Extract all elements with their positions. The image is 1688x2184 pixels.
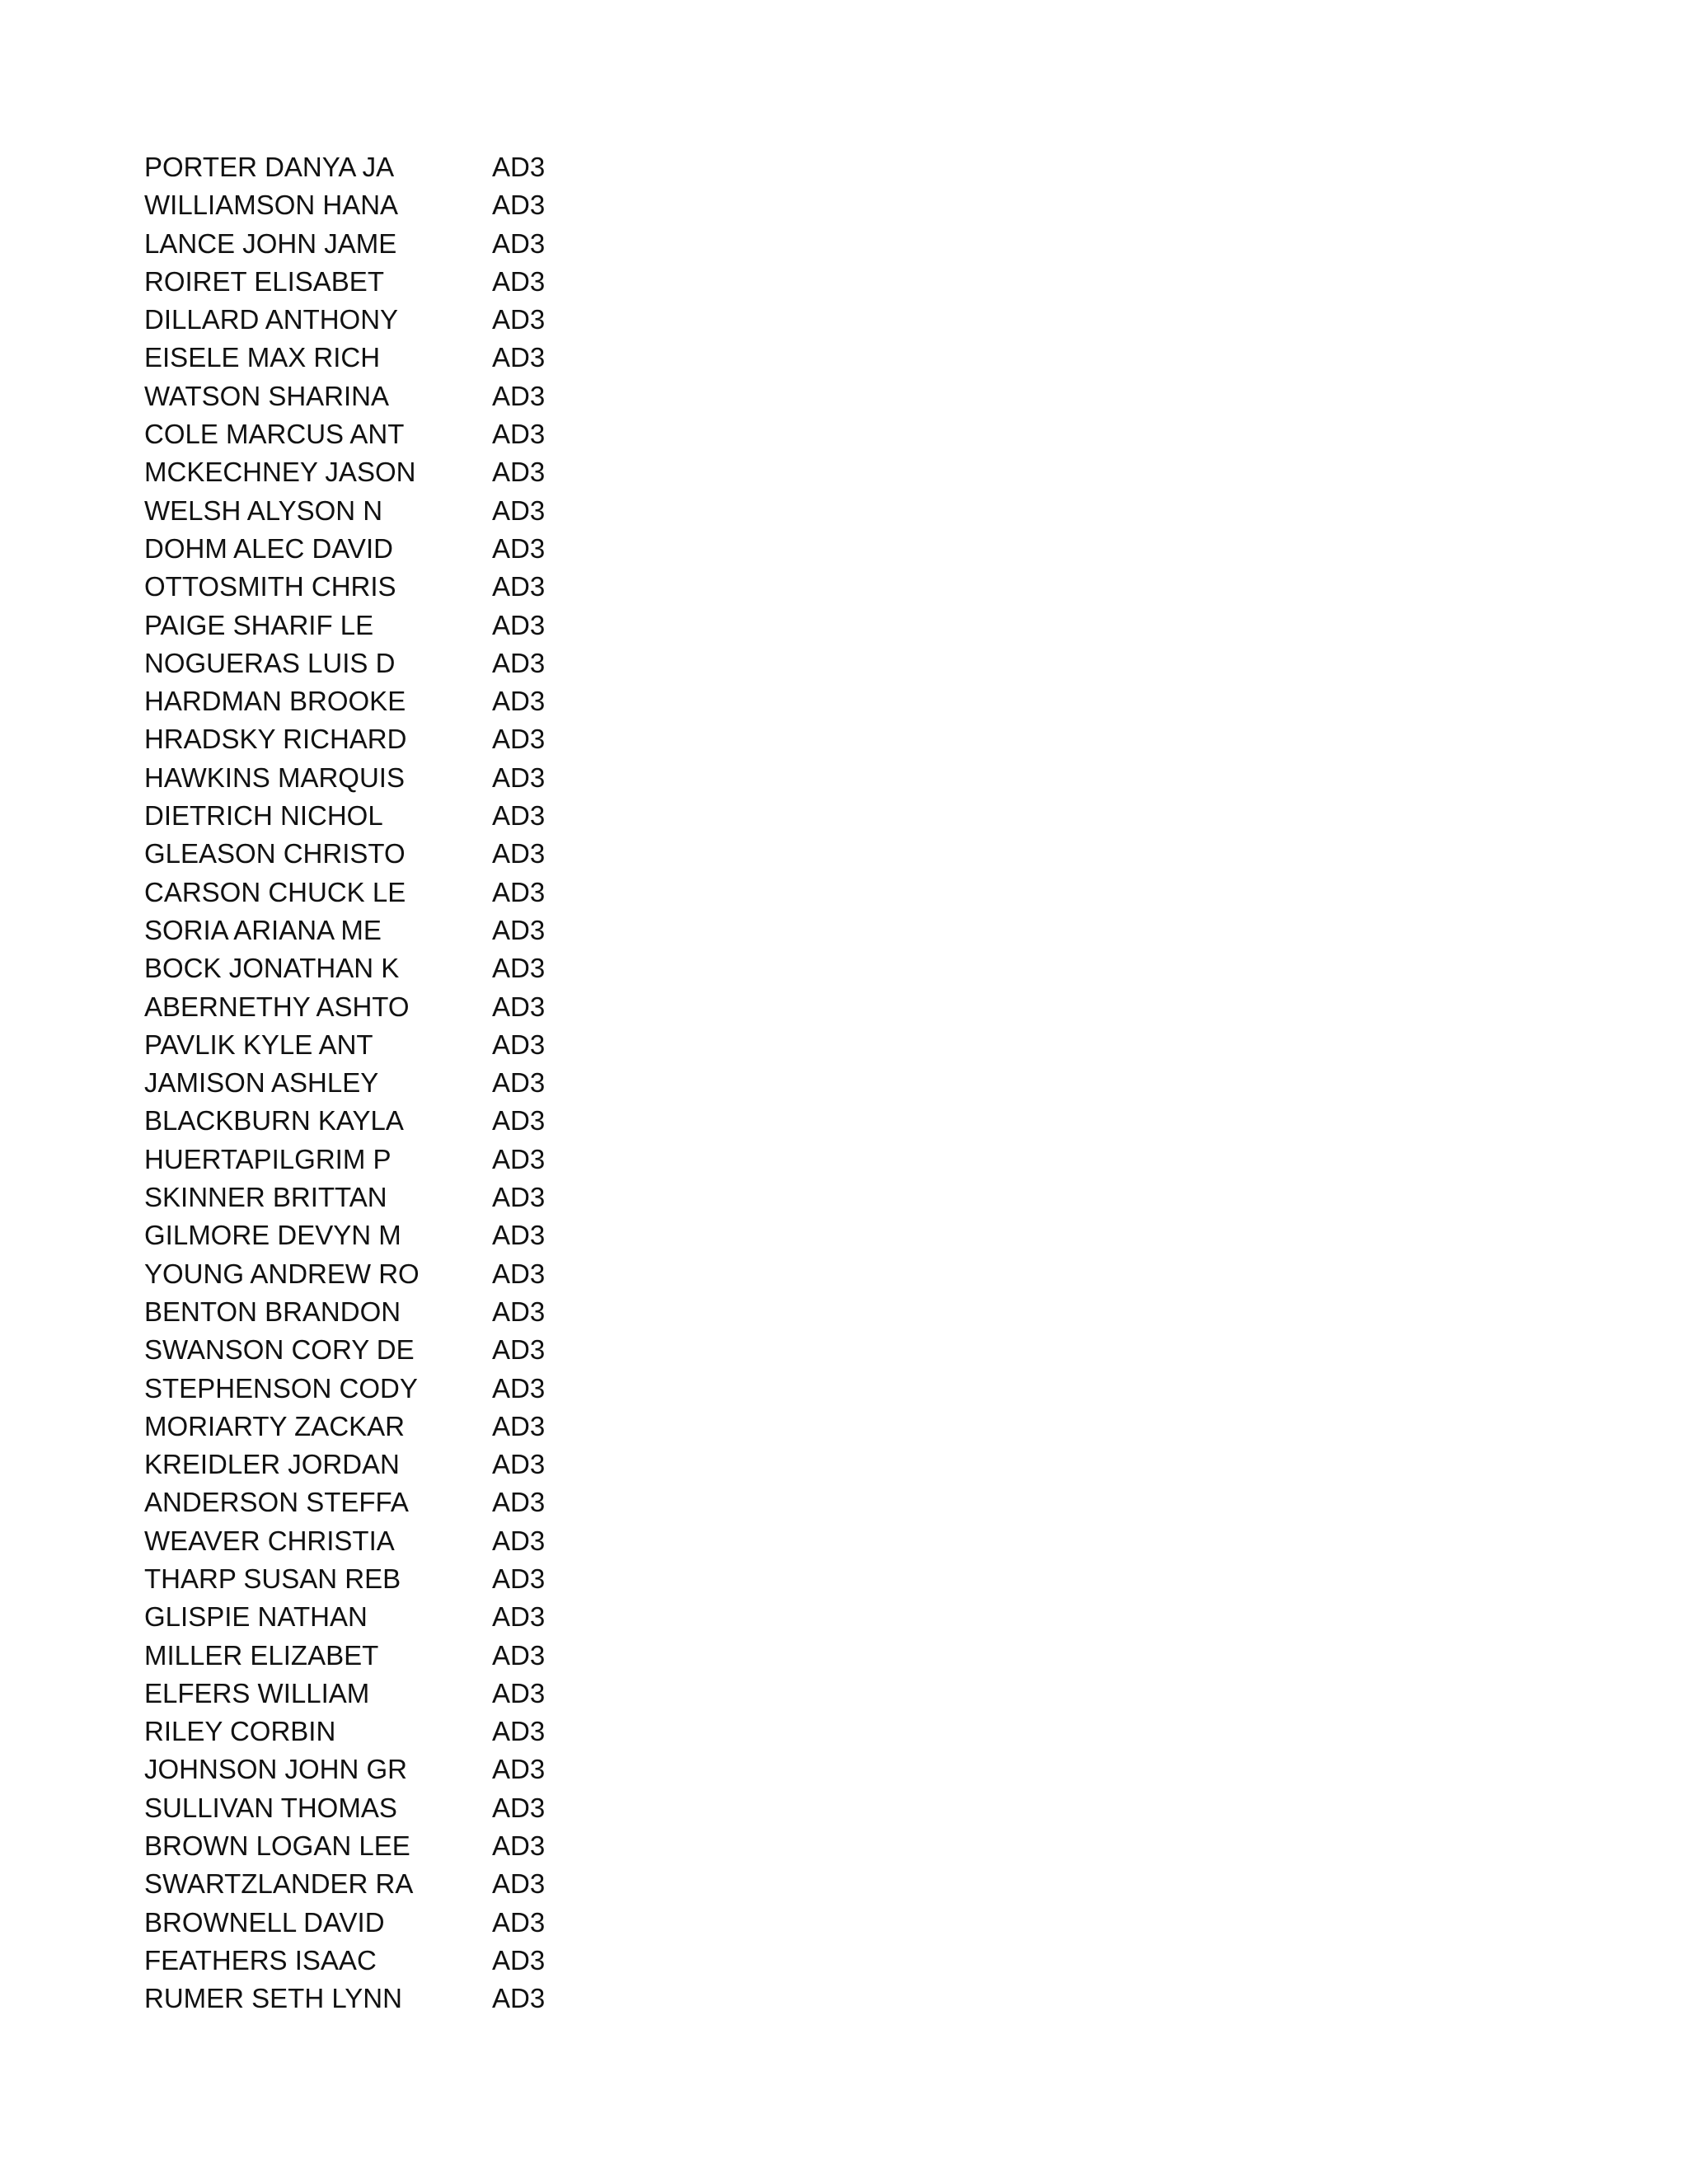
list-item [144, 1522, 639, 1560]
person-name: WEAVER CHRISTIA [144, 1525, 395, 1556]
person-name: SWANSON CORY DE [144, 1334, 415, 1366]
person-name: PORTER DANYA JA [144, 152, 395, 182]
person-name: MILLER ELIZABET [144, 1639, 379, 1671]
list-item [144, 263, 639, 301]
code-value: AD3 [492, 532, 546, 564]
person-name: ELFERS WILLIAM [144, 1677, 370, 1708]
code-value: AD3 [492, 1868, 546, 1900]
list-item [144, 682, 639, 720]
code-value: AD3 [492, 1220, 546, 1251]
list-item [144, 1904, 639, 1942]
person-name: SKINNER BRITTAN [144, 1182, 387, 1213]
list-item [144, 415, 639, 453]
person-name: NOGUERAS LUIS D [144, 647, 396, 678]
code-value: AD3 [492, 1067, 546, 1099]
person-name: KREIDLER JORDAN [144, 1449, 400, 1480]
list-item [144, 1216, 639, 1254]
code-value: AD3 [492, 1449, 546, 1480]
list-item [144, 339, 639, 377]
code-value: AD3 [492, 609, 546, 640]
code-value: AD3 [492, 838, 546, 869]
person-name: BLACKBURN KAYLA [144, 1105, 404, 1137]
code-value: AD3 [492, 647, 546, 678]
person-name: SWARTZLANDER RA [144, 1868, 414, 1900]
person-name: ABERNETHY ASHTO [144, 991, 410, 1022]
person-name: ROIRET ELISABET [144, 265, 384, 297]
list-item [144, 1179, 639, 1216]
person-name: JOHNSON JOHN GR [144, 1754, 408, 1785]
code-value: AD3 [492, 304, 546, 335]
list-item [144, 835, 639, 873]
list-item [144, 607, 639, 644]
list-item [144, 301, 639, 339]
person-name: JAMISON ASHLEY [144, 1067, 379, 1099]
person-name: HUERTAPILGRIM P [144, 1143, 392, 1174]
code-value: AD3 [492, 1334, 546, 1366]
code-value: AD3 [492, 380, 546, 411]
code-value: AD3 [492, 1372, 546, 1404]
code-value: AD3 [492, 991, 546, 1022]
list-item [144, 1483, 639, 1521]
person-name: BROWN LOGAN LEE [144, 1830, 410, 1862]
list-item [144, 1560, 639, 1598]
person-name: CARSON CHUCK LE [144, 876, 406, 907]
person-name: SULLIVAN THOMAS [144, 1792, 397, 1823]
person-name: DIETRICH NICHOL [144, 800, 383, 832]
list-item [144, 1675, 639, 1713]
person-name: WELSH ALYSON N [144, 494, 383, 526]
list-item [144, 1598, 639, 1636]
list-item [144, 377, 639, 415]
person-name: BENTON BRANDON [144, 1296, 401, 1327]
code-value: AD3 [492, 1830, 546, 1862]
list-item [144, 1865, 639, 1903]
list-item [144, 1331, 639, 1369]
code-value: AD3 [492, 1258, 546, 1289]
person-name: SORIA ARIANA ME [144, 914, 382, 945]
person-name: MORIARTY ZACKAR [144, 1410, 405, 1441]
list-item [144, 1370, 639, 1408]
person-name: YOUNG ANDREW RO [144, 1258, 420, 1289]
code-value: AD3 [492, 1143, 546, 1174]
list-item [144, 1827, 639, 1865]
code-value: AD3 [492, 762, 546, 793]
person-name: RUMER SETH LYNN [144, 1983, 402, 2014]
code-value: AD3 [492, 1525, 546, 1556]
list-item [144, 949, 639, 987]
person-name: HRADSKY RICHARD [144, 724, 407, 755]
list-item [144, 492, 639, 530]
list-item [144, 874, 639, 912]
code-value: AD3 [492, 1906, 546, 1938]
list-item [144, 225, 639, 263]
list-item [144, 912, 639, 949]
list-item [144, 1102, 639, 1140]
code-value: AD3 [492, 190, 546, 221]
code-value: AD3 [492, 686, 546, 717]
list-item [144, 1255, 639, 1293]
code-value: AD3 [492, 1716, 546, 1747]
list-item [144, 988, 639, 1026]
person-name: GILMORE DEVYN M [144, 1220, 401, 1251]
code-value: AD3 [492, 419, 546, 450]
code-value: AD3 [492, 1487, 546, 1518]
code-value: AD3 [492, 342, 546, 373]
code-value: AD3 [492, 227, 546, 259]
code-value: AD3 [492, 876, 546, 907]
list-item [144, 453, 639, 491]
list-item [144, 759, 639, 797]
person-name: WILLIAMSON HANA [144, 190, 399, 221]
code-value: AD3 [492, 494, 546, 526]
list-item [144, 797, 639, 835]
person-name: MCKECHNEY JASON [144, 457, 416, 488]
person-name: THARP SUSAN REB [144, 1563, 401, 1594]
person-name: PAIGE SHARIF LE [144, 609, 374, 640]
list-item [144, 530, 639, 568]
person-name: FEATHERS ISAAC [144, 1944, 377, 1975]
list-item [144, 568, 639, 606]
list-item [144, 1713, 639, 1750]
person-name: DOHM ALEC DAVID [144, 532, 393, 564]
code-value: AD3 [492, 1029, 546, 1060]
code-value: AD3 [492, 1944, 546, 1975]
person-name: COLE MARCUS ANT [144, 419, 405, 450]
person-name: WATSON SHARINA [144, 380, 390, 411]
person-name: BOCK JONATHAN K [144, 953, 400, 984]
code-value: AD3 [492, 800, 546, 832]
list-item [144, 1789, 639, 1827]
code-value: AD3 [492, 1639, 546, 1671]
list-item [144, 1408, 639, 1446]
person-name: EISELE MAX RICH [144, 342, 381, 373]
code-value: AD3 [492, 914, 546, 945]
person-name: ANDERSON STEFFA [144, 1487, 409, 1518]
list-item [144, 1637, 639, 1675]
person-name: GLISPIE NATHAN [144, 1601, 368, 1633]
person-name: PAVLIK KYLE ANT [144, 1029, 373, 1060]
list-item [144, 1750, 639, 1788]
code-value: AD3 [492, 1563, 546, 1594]
code-value: AD3 [492, 1601, 546, 1633]
code-value: AD3 [492, 953, 546, 984]
list-item [144, 1446, 639, 1483]
code-value: AD3 [492, 724, 546, 755]
code-value: AD3 [492, 1410, 546, 1441]
person-name: BROWNELL DAVID [144, 1906, 385, 1938]
code-value: AD3 [492, 1105, 546, 1137]
person-name: STEPHENSON CODY [144, 1372, 418, 1404]
person-name: LANCE JOHN JAME [144, 227, 397, 259]
code-value: AD3 [492, 457, 546, 488]
code-value: AD3 [492, 571, 546, 602]
code-value: AD3 [492, 1677, 546, 1708]
code-value: AD3 [492, 1983, 546, 2014]
code-value: AD3 [492, 1296, 546, 1327]
code-value: AD3 [492, 265, 546, 297]
list-item [144, 186, 639, 224]
list-item [144, 1980, 639, 2018]
list-item [144, 1026, 639, 1064]
list-item [144, 1942, 639, 1980]
code-value: AD3 [492, 1792, 546, 1823]
list-item [144, 720, 639, 758]
list-item [144, 148, 639, 186]
person-name: RILEY CORBIN [144, 1716, 336, 1747]
person-name: GLEASON CHRISTO [144, 838, 406, 869]
person-name: HAWKINS MARQUIS [144, 762, 405, 793]
list-item [144, 1293, 639, 1331]
list-item [144, 644, 639, 682]
list-item [144, 1141, 639, 1179]
roster-list [144, 148, 639, 2018]
person-name: HARDMAN BROOKE [144, 686, 406, 717]
list-item [144, 1064, 639, 1102]
person-name: OTTOSMITH CHRIS [144, 571, 396, 602]
code-value: AD3 [492, 1182, 546, 1213]
person-name: DILLARD ANTHONY [144, 304, 399, 335]
code-value: AD3 [492, 152, 546, 182]
code-value: AD3 [492, 1754, 546, 1785]
